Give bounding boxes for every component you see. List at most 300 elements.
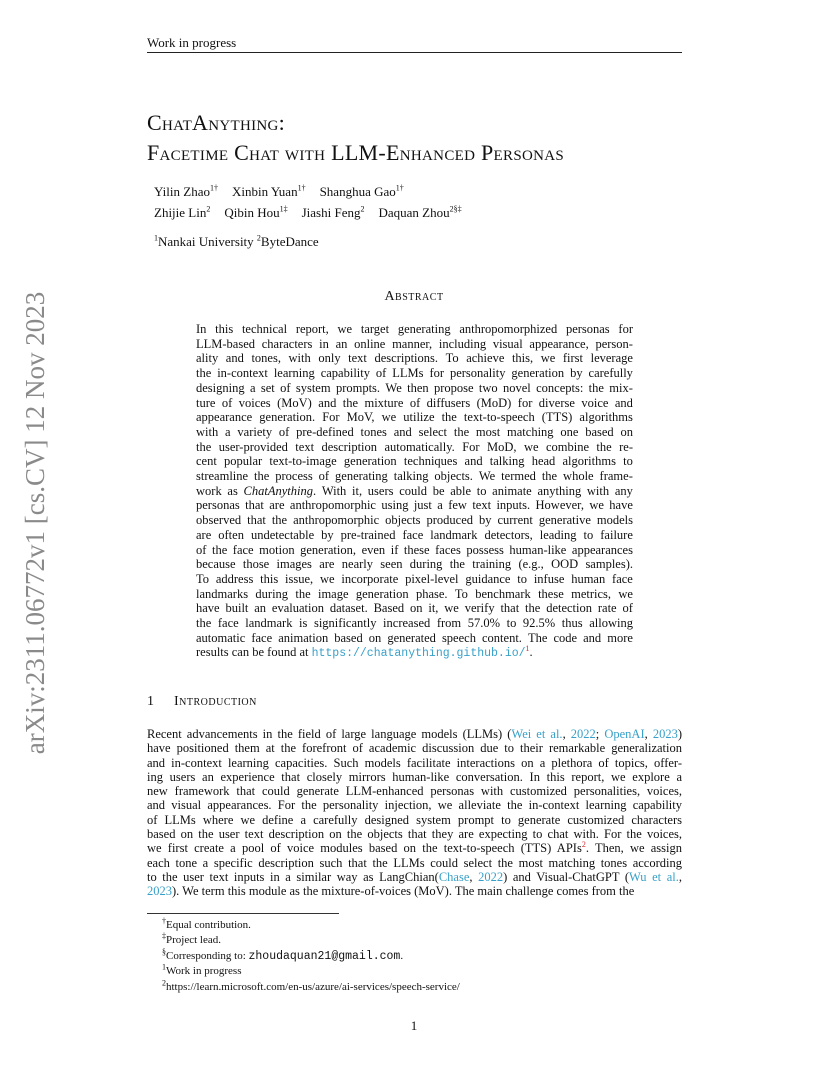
abstract-word: of: [318, 469, 330, 484]
abstract-word: is: [299, 616, 308, 631]
affiliation-mark-1: 1: [154, 233, 158, 243]
abstract-word: descriptions.: [374, 351, 439, 366]
abstract-word: in-context: [217, 366, 268, 381]
abstract-word: online: [354, 336, 386, 351]
abstract-word: by: [479, 513, 492, 528]
abstract-word: could: [399, 483, 427, 498]
abstract-word: speech: [441, 630, 476, 645]
abstract-word: on: [620, 424, 633, 439]
abstract-word: the: [441, 410, 457, 425]
abstract-word: are: [269, 498, 285, 513]
author-name: Jiashi Feng: [301, 205, 361, 220]
citation-link[interactable]: 2022: [478, 869, 504, 884]
section-title: Introduction: [174, 694, 257, 709]
abstract-word: during: [255, 586, 289, 601]
intro-line: ing users an experience that closely mirrors human-like conversation. In this report, we explore a: [147, 769, 682, 784]
abstract-word: first: [562, 351, 584, 366]
abstract-word: based: [585, 424, 614, 439]
intro-line: 2023). We term this module as the mixture-of-voices (MoV). The main challenge comes from the: [147, 884, 635, 899]
abstract-line: [196, 396, 633, 411]
abstract-word: (MoD): [476, 395, 512, 410]
abstract-word: and: [393, 424, 412, 439]
abstract-word: a: [437, 498, 443, 513]
abstract-word: for: [429, 366, 445, 381]
abstract-word: With: [321, 483, 347, 498]
abstract-last-suffix: .: [529, 645, 533, 660]
abstract-word: utilize: [403, 410, 435, 425]
abstract-word: we: [381, 410, 397, 425]
abstract-word: evaluation: [271, 601, 324, 616]
author: [232, 184, 306, 199]
abstract-word: of: [409, 395, 421, 410]
abstract-word: anything: [537, 483, 582, 498]
abstract-word: leverage: [590, 351, 633, 366]
corresponding-email[interactable]: zhoudaquan21@gmail.com: [248, 949, 401, 963]
abstract-word: streamline: [196, 469, 249, 484]
abstract-word: using: [381, 498, 409, 513]
abstract-word: users: [367, 483, 394, 498]
abstract-last-prefix: results can be found at: [196, 645, 312, 660]
project-url-link[interactable]: https://chatanything.github.io/: [311, 647, 526, 661]
abstract-word: this: [260, 571, 279, 586]
abstract-word: 57.0%: [467, 616, 501, 631]
abstract-word: are: [319, 557, 335, 572]
abstract-word: (TTS): [541, 410, 573, 425]
abstract-line: [196, 601, 633, 616]
abstract-word: those: [242, 557, 270, 572]
citation-link[interactable]: Wei et al.: [511, 727, 563, 741]
intro-line: and visual appearances. For the personality injection, we alleviate the in-context learning capability: [147, 798, 682, 813]
abstract-word: carefully: [588, 366, 633, 381]
footnote-ref-2[interactable]: 2: [581, 840, 586, 850]
citation-link[interactable]: 2023: [652, 727, 678, 741]
abstract-word: achieve: [466, 351, 505, 366]
affiliation-nankai: Nankai University: [158, 234, 254, 249]
abstract-word: in: [319, 336, 329, 351]
footnote-text: https://learn.microsoft.com/en-us/azure/ai-services/speech-service/: [166, 980, 460, 993]
abstract-word: set: [260, 380, 275, 395]
abstract-word: face: [612, 571, 633, 586]
author-name: Zhijie Lin: [154, 205, 207, 220]
abstract-word: personas: [565, 322, 610, 336]
abstract-line: [196, 572, 633, 587]
abstract-word: the: [342, 395, 359, 410]
abstract-word: to: [476, 483, 487, 498]
footnote-text: Work in progress: [166, 965, 242, 978]
abstract-word: matching: [507, 424, 554, 439]
footnote-text: Equal contribution.: [166, 919, 251, 931]
footnote: [162, 964, 460, 979]
abstract-word: a: [249, 380, 256, 395]
abstract-line: [196, 631, 633, 646]
abstract-word: the: [196, 439, 212, 454]
abstract-word: voices: [238, 395, 271, 410]
citation-link[interactable]: 2023: [147, 884, 172, 899]
abstract-word: re-: [619, 439, 633, 454]
abstract-word: the: [541, 469, 558, 484]
abstract-word: images: [276, 557, 312, 572]
author: [224, 205, 287, 220]
abstract-word: have: [196, 601, 220, 616]
abstract-word: during: [409, 557, 443, 572]
abstract-word: for: [517, 395, 533, 410]
abstract-word: ality: [196, 351, 219, 366]
abstract-word: LLM-based: [196, 336, 256, 351]
abstract-word: two: [478, 380, 498, 395]
abstract-word: appearance,: [529, 336, 589, 351]
citation-link[interactable]: Chase: [438, 869, 470, 884]
abstract-word: leading: [539, 527, 577, 542]
abstract-word: propose: [433, 380, 474, 395]
page-number: 1: [410, 1018, 418, 1033]
abstract-word: techniques: [403, 454, 458, 469]
abstract-word: animation: [278, 630, 329, 645]
abstract-word: MoV,: [346, 410, 375, 425]
abstract-word: mix-: [609, 380, 633, 395]
footnote: [162, 933, 460, 948]
author-affiliation-marks: 1‡: [279, 204, 288, 214]
abstract-word: dataset.: [329, 601, 368, 616]
abstract-word: variety: [237, 424, 273, 439]
abstract-word: for: [618, 322, 633, 336]
abstract-word: diverse: [538, 395, 575, 410]
author-affiliation-marks: 1†: [209, 183, 218, 193]
abstract-word: landmarks: [196, 586, 249, 601]
abstract-word: prompts.: [335, 380, 381, 395]
abstract-word: generating: [397, 322, 451, 336]
abstract-word: To: [196, 571, 210, 586]
intro-line: and in-context learning capacities. Such models facilitate interactions on a plethora of topics, offer-: [147, 755, 682, 770]
abstract-word: LLMs: [392, 366, 424, 381]
abstract-word: text-to-image: [269, 454, 337, 469]
abstract-word: phase.: [415, 586, 448, 601]
abstract-word: tones: [360, 424, 387, 439]
abstract-word: visual: [492, 336, 523, 351]
abstract-lines: [196, 322, 633, 645]
author-row-2: [154, 202, 476, 223]
abstract-word: seen: [380, 557, 403, 572]
abstract-word: only: [318, 351, 341, 366]
footnote-text: Project lead.: [166, 934, 221, 947]
abstract-word: of: [221, 395, 233, 410]
abstract-word: rate: [597, 601, 617, 616]
author: [302, 205, 365, 220]
abstract-word: this: [215, 322, 234, 336]
author-list: [154, 181, 476, 223]
abstract-line: [196, 543, 633, 558]
abstract-line: [196, 454, 633, 469]
abstract-word: the: [254, 469, 270, 484]
abstract-word: of: [280, 380, 291, 395]
abstract-word: diffusers: [426, 395, 471, 410]
abstract-word: anthropomorphized: [459, 322, 558, 336]
abstract-word: novel: [502, 380, 531, 395]
abstract-word: head: [531, 454, 556, 469]
abstract-word: and: [583, 630, 602, 645]
abstract-word: face: [217, 616, 239, 631]
abstract-word: we: [589, 498, 604, 513]
abstract-word: that: [500, 601, 520, 616]
author-affiliation-marks: 2: [206, 204, 211, 214]
abstract-word: cent: [196, 454, 217, 469]
abstract-word: it,: [428, 601, 439, 616]
abstract-word: generation,: [300, 542, 357, 557]
abstract-word: generating: [335, 469, 388, 484]
footnote-rule: [147, 913, 339, 914]
abstract-body: [196, 322, 633, 662]
intro-line: to the user text inputs in a similar way as LangChian(Chase, 2022) and Visual-ChatGPT (Wu et al.,: [147, 869, 682, 884]
abstract-word: the: [211, 542, 228, 557]
abstract-line: [196, 322, 633, 337]
abstract-word: faces: [435, 542, 461, 557]
abstract-word: by: [321, 527, 334, 542]
abstract-word: then: [407, 380, 429, 395]
title-line-2: Facetime Chat with LLM-Enhanced Personas: [147, 140, 564, 165]
author: [320, 184, 404, 199]
abstract-word: human-like: [509, 542, 567, 557]
abstract-word: the: [295, 586, 311, 601]
abstract-word: 92.5%: [522, 616, 556, 631]
abstract-word: we: [618, 586, 633, 601]
abstract-last-line: [196, 645, 633, 662]
abstract-word: frame-: [599, 469, 633, 484]
abstract-line: [196, 587, 633, 602]
abstract-word: The: [527, 630, 548, 645]
section-heading-introduction: [147, 694, 257, 710]
abstract-word: Based: [373, 601, 405, 616]
intro-line: Recent advancements in the field of large language models (LLMs) (Wei et al., 2022; OpenAI, 2023): [147, 727, 682, 741]
abstract-word: a: [225, 424, 231, 439]
footnote-mark: ‡: [162, 931, 166, 941]
abstract-word: For: [462, 439, 480, 454]
abstract-word: work: [196, 483, 222, 498]
abstract-word: significantly: [313, 616, 377, 631]
abstract-word: guidance: [465, 571, 511, 586]
abstract-word: To: [454, 586, 468, 601]
abstract-word: thus: [561, 616, 583, 631]
abstract-word: and: [318, 395, 337, 410]
abstract-word: animate: [492, 483, 532, 498]
abstract-word: code: [553, 630, 578, 645]
abstract-word: appearance: [196, 410, 253, 425]
abstract-word: MoD,: [487, 439, 517, 454]
author-name: Yilin Zhao: [154, 184, 210, 199]
abstract-word: observed: [196, 513, 242, 528]
affiliations: [154, 234, 319, 250]
abstract-word: the: [449, 557, 465, 572]
abstract-word: generation: [511, 366, 565, 381]
abstract-line: [196, 381, 633, 396]
abstract-word: person-: [595, 336, 633, 351]
author: [378, 205, 461, 220]
abstract-word: to: [517, 571, 528, 586]
abstract-word: more: [607, 630, 633, 645]
author-row-1: [154, 181, 476, 202]
abstract-word: capability: [320, 366, 370, 381]
arxiv-identifier-stamp[interactable]: arXiv:2311.06772v1 [cs.CV] 12 Nov 2023: [20, 291, 50, 755]
abstract-line: [196, 557, 633, 572]
abstract-word: description: [321, 439, 378, 454]
abstract-word: face: [402, 527, 424, 542]
abstract-word: even: [361, 542, 386, 557]
abstract-word: we: [444, 601, 459, 616]
abstract-line: [196, 616, 633, 631]
abstract-word: manner,: [392, 336, 433, 351]
abstract-word: just: [413, 498, 432, 513]
abstract-word: one: [560, 424, 579, 439]
abstract-word: report,: [295, 322, 329, 336]
abstract-word: pre-trained: [340, 527, 396, 542]
abstract-word: technical: [241, 322, 288, 336]
footnote-mark: 1: [162, 962, 166, 972]
abstract-word: objects: [385, 513, 421, 528]
footnote-mark: §: [162, 947, 166, 957]
abstract-word: and: [225, 351, 244, 366]
abstract-word: combine: [545, 439, 589, 454]
abstract-line: [196, 337, 633, 352]
abstract-word: with: [196, 424, 219, 439]
abstract-word: anthropomorphic: [293, 513, 380, 528]
abstract-word: user-provided: [218, 439, 288, 454]
abstract-word: We: [478, 469, 496, 484]
abstract-word: that: [247, 513, 266, 528]
author-name: Daquan Zhou: [378, 205, 450, 220]
abstract-word: possess: [466, 542, 504, 557]
abstract-word: generated: [387, 630, 436, 645]
abstract-word: talking: [393, 469, 429, 484]
abstract-word: target: [360, 322, 390, 336]
abstract-word: voice: [581, 395, 609, 410]
introduction-body: [147, 727, 682, 899]
abstract-word: because: [196, 557, 236, 572]
section-number: 1: [147, 694, 155, 709]
abstract-word: OOD: [551, 557, 579, 572]
abstract-word: designing: [196, 380, 245, 395]
abstract-word: models: [596, 513, 633, 528]
abstract-word: to: [623, 454, 633, 469]
abstract-word: by: [570, 366, 583, 381]
author-affiliation-marks: 1†: [297, 183, 306, 193]
abstract-word: popular: [224, 454, 263, 469]
abstract-word: we: [337, 322, 353, 336]
abstract-word: able: [450, 483, 472, 498]
abstract-word: content.: [482, 630, 522, 645]
abstract-word: an: [254, 601, 267, 616]
abstract-word: algorithms: [562, 454, 616, 469]
abstract-word: produced: [426, 513, 474, 528]
abstract-word: allowing: [589, 616, 633, 631]
abstract-word: motion: [259, 542, 295, 557]
intro-line: have positioned them at the forefront of academic discussion due to their remarkable generalization: [147, 741, 682, 756]
abstract-word: we: [540, 351, 556, 366]
abstract-word: and: [464, 454, 483, 469]
footnote-mark: 2: [162, 977, 166, 987]
abstract-word: we: [523, 439, 539, 454]
abstract-word: of: [196, 542, 207, 557]
author-name: Xinbin Yuan: [231, 184, 298, 199]
abstract-word: inputs.: [496, 498, 531, 513]
intro-line: new framework that could generate LLM-enhanced personas with customized personalities, voices,: [147, 784, 682, 799]
abstract-word: benchmark: [475, 586, 531, 601]
citation-link[interactable]: 2022: [570, 727, 596, 741]
abstract-word: and: [614, 395, 633, 410]
footnote-mark: †: [162, 916, 166, 926]
abstract-word: with: [288, 351, 311, 366]
abstract-word: on: [409, 601, 423, 616]
abstract-word: we: [319, 571, 335, 586]
abstract-word: are: [196, 527, 212, 542]
intro-line: of LLMs where we define a carefully designed system prompt to generate customized characters: [147, 812, 682, 827]
abstract-word: mixture: [364, 395, 404, 410]
abstract-word: image: [317, 586, 349, 601]
abstract-word: the: [525, 601, 541, 616]
abstract-word: detectors,: [484, 527, 533, 542]
abstract-line: [196, 484, 633, 499]
abstract-word: generation: [343, 454, 397, 469]
abstract-word: tones,: [251, 351, 281, 366]
abstract-word: often: [218, 527, 244, 542]
footnote-ref-1[interactable]: 1: [525, 644, 530, 654]
abstract-word: algorithms: [579, 410, 633, 425]
abstract-word: of: [278, 424, 290, 439]
abstract-word: based: [334, 630, 363, 645]
footnote-text: Corresponding to:: [166, 949, 249, 962]
abstract-word: as: [227, 483, 238, 498]
abstract-word: In: [196, 322, 207, 336]
footnotes: [162, 918, 460, 995]
abstract-line: [196, 440, 633, 455]
abstract-word: that: [245, 498, 264, 513]
abstract-word: with: [586, 483, 610, 498]
abstract-word: nearly: [341, 557, 373, 572]
abstract-word: generation: [355, 586, 409, 601]
abstract-word: termed: [501, 469, 536, 484]
abstract-word: infuse: [533, 571, 565, 586]
abstract-word: the: [196, 366, 212, 381]
abstract-word: training: [472, 557, 512, 572]
abstract-word: it,: [352, 483, 363, 498]
abstract-word: However,: [535, 498, 584, 513]
abstract-word: from: [436, 616, 462, 631]
abstract-word: For: [322, 410, 340, 425]
abstract-line: [196, 410, 633, 425]
abstract-word: face: [251, 630, 273, 645]
abstract-word: issue,: [285, 571, 314, 586]
abstract-word: an: [335, 336, 348, 351]
abstract-word: on: [368, 630, 382, 645]
running-header: Work in progress: [147, 35, 237, 50]
citation-link[interactable]: OpenAI: [604, 727, 645, 741]
abstract-word: generation.: [259, 410, 316, 425]
abstract-word: pixel-level: [405, 571, 459, 586]
abstract-word: text: [472, 498, 492, 513]
intro-line: based on the user text description on the objects that they are expecting to chat with. For the voices,: [147, 827, 682, 842]
author: [154, 184, 218, 199]
abstract-line: [196, 366, 633, 381]
abstract-word: address: [215, 571, 254, 586]
abstract-word: (MoV): [277, 395, 312, 410]
footnote: §Corresponding to: zhoudaquan21@gmail.com.: [162, 947, 404, 963]
citation-link[interactable]: Wu et al.: [629, 869, 679, 884]
abstract-word: automatically.: [384, 439, 455, 454]
abstract-word: anthropomorphic: [289, 498, 376, 513]
abstract-word: automatic: [196, 630, 246, 645]
abstract-word: samples).: [585, 557, 633, 572]
abstract-word: if: [390, 542, 399, 557]
abstract-word: the: [271, 513, 288, 528]
abstract-word: objects.: [434, 469, 473, 484]
abstract-word: learning: [273, 366, 315, 381]
